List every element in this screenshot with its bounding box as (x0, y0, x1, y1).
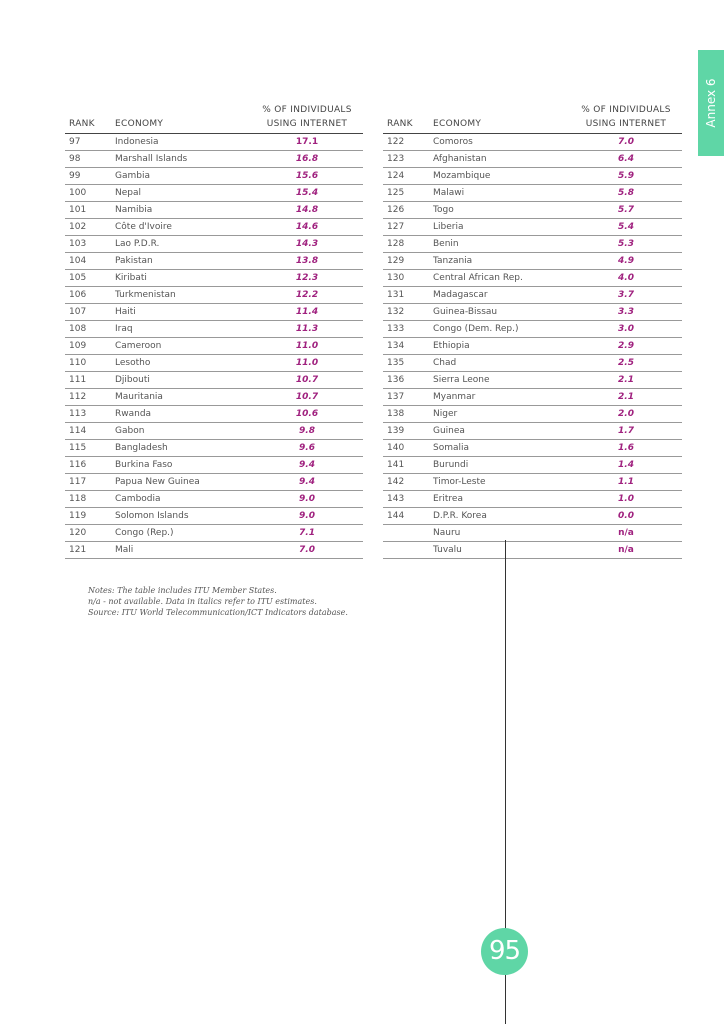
value-cell: 17.1 (295, 137, 319, 147)
table-row (383, 508, 682, 525)
table-row (65, 253, 363, 270)
economy-cell: Tanzania (433, 256, 473, 266)
rank-cell: 142 (387, 477, 405, 487)
economy-cell: Somalia (433, 443, 470, 453)
table-row (65, 236, 363, 253)
economy-cell: Mozambique (433, 171, 491, 181)
economy-cell: Indonesia (115, 137, 159, 147)
economy-cell: Chad (433, 358, 457, 368)
value-cell: 14.6 (295, 222, 319, 232)
table-row (383, 355, 682, 372)
value-cell: 4.9 (618, 256, 634, 266)
table-row (383, 491, 682, 508)
economy-cell: Papua New Guinea (115, 477, 200, 487)
value-cell: 1.1 (618, 477, 634, 487)
ranking-table-right (383, 104, 682, 559)
rank-cell: 107 (69, 307, 87, 317)
table-row (65, 202, 363, 219)
economy-cell: Kiribati (115, 273, 147, 283)
table-row (383, 372, 682, 389)
economy-cell: Afghanistan (433, 154, 487, 164)
value-cell: 1.7 (618, 426, 634, 436)
rank-cell: 108 (69, 324, 87, 334)
page-number-badge: 95 (481, 928, 528, 975)
economy-cell: Lao P.D.R. (115, 239, 160, 249)
rank-cell: 144 (387, 511, 405, 521)
value-cell: 5.9 (618, 171, 634, 181)
rank-cell: 118 (69, 494, 87, 504)
value-cell: 3.3 (618, 307, 634, 317)
economy-cell: Djibouti (115, 375, 150, 385)
note-line: Source: ITU World Telecommunication/ICT Indicators database. (88, 608, 348, 617)
economy-cell: Nauru (433, 528, 461, 538)
table-row (65, 185, 363, 202)
value-cell: 11.0 (295, 341, 319, 351)
value-cell: 2.1 (618, 392, 634, 402)
economy-cell: Gambia (115, 171, 150, 181)
economy-cell: Mali (115, 545, 134, 555)
value-cell: 14.8 (295, 205, 319, 215)
table-row (383, 287, 682, 304)
rank-cell: 140 (387, 443, 405, 453)
rank-cell: 120 (69, 528, 87, 538)
rank-cell: 109 (69, 341, 87, 351)
value-cell: 5.8 (618, 188, 634, 198)
economy-cell: Gabon (115, 426, 145, 436)
value-cell: 10.6 (295, 409, 319, 419)
table-row (383, 134, 682, 151)
table-row (383, 236, 682, 253)
value-cell: 2.1 (618, 375, 634, 385)
table-row (65, 372, 363, 389)
rank-cell: 128 (387, 239, 405, 249)
table-row (383, 202, 682, 219)
rank-cell: 125 (387, 188, 405, 198)
table-row (65, 406, 363, 423)
economy-cell: Solomon Islands (115, 511, 189, 521)
value-cell: 11.4 (295, 307, 319, 317)
table-row (383, 185, 682, 202)
value-cell: 14.3 (295, 239, 319, 249)
economy-cell: Tuvalu (433, 545, 462, 555)
rank-cell: 97 (69, 137, 81, 147)
value-cell: n/a (618, 528, 634, 538)
table-row (65, 304, 363, 321)
rank-cell: 98 (69, 154, 81, 164)
table-body (65, 134, 363, 559)
rank-cell: 116 (69, 460, 87, 470)
table-row (65, 440, 363, 457)
table-row (65, 287, 363, 304)
table-row (65, 338, 363, 355)
table-row (383, 321, 682, 338)
value-cell: 7.0 (299, 545, 315, 555)
table-row (383, 168, 682, 185)
header-percent (576, 103, 676, 131)
value-cell: 5.7 (618, 205, 634, 215)
table-row (383, 423, 682, 440)
table-row (383, 440, 682, 457)
rank-cell: 124 (387, 171, 405, 181)
economy-cell: Togo (433, 205, 454, 215)
economy-cell: Cambodia (115, 494, 161, 504)
economy-cell: Central African Rep. (433, 273, 523, 283)
economy-cell: Guinea (433, 426, 465, 436)
value-cell: 10.7 (295, 375, 319, 385)
rank-cell: 123 (387, 154, 405, 164)
table-row (65, 542, 363, 559)
table-row (383, 474, 682, 491)
economy-cell: Guinea-Bissau (433, 307, 498, 317)
economy-cell: Haiti (115, 307, 136, 317)
economy-cell: Lesotho (115, 358, 151, 368)
economy-cell: Timor-Leste (433, 477, 486, 487)
economy-cell: Cameroon (115, 341, 162, 351)
economy-cell: Eritrea (433, 494, 463, 504)
table-row (65, 474, 363, 491)
value-cell: 12.2 (295, 290, 319, 300)
table-row (65, 525, 363, 542)
table-row (65, 457, 363, 474)
value-cell: 2.0 (618, 409, 634, 419)
rank-cell: 133 (387, 324, 405, 334)
value-cell: 1.0 (618, 494, 634, 504)
economy-cell: Iraq (115, 324, 133, 334)
header-percent-line2: USING INTERNET (585, 119, 667, 129)
table-row (65, 321, 363, 338)
header-rank: RANK (69, 119, 95, 129)
rank-cell: 130 (387, 273, 405, 283)
rank-cell: 137 (387, 392, 405, 402)
rank-cell: 135 (387, 358, 405, 368)
value-cell: 6.4 (618, 154, 634, 164)
value-cell: 9.8 (299, 426, 315, 436)
table-header (383, 104, 682, 134)
header-economy: ECONOMY (433, 119, 482, 129)
rank-cell: 110 (69, 358, 87, 368)
table-row (383, 457, 682, 474)
table-row (383, 219, 682, 236)
header-percent (257, 103, 357, 131)
economy-cell: Liberia (433, 222, 464, 232)
rank-cell: 115 (69, 443, 87, 453)
economy-cell: Congo (Dem. Rep.) (433, 324, 519, 334)
value-cell: 10.7 (295, 392, 319, 402)
economy-cell: Malawi (433, 188, 465, 198)
header-economy: ECONOMY (115, 119, 164, 129)
economy-cell: Madagascar (433, 290, 488, 300)
value-cell: 2.5 (618, 358, 634, 368)
economy-cell: Myanmar (433, 392, 476, 402)
economy-cell: Benin (433, 239, 459, 249)
value-cell: 9.0 (299, 511, 315, 521)
rank-cell: 143 (387, 494, 405, 504)
value-cell: 5.3 (618, 239, 634, 249)
table-row (383, 151, 682, 168)
value-cell: 1.6 (618, 443, 634, 453)
rank-cell: 114 (69, 426, 87, 436)
economy-cell: Rwanda (115, 409, 152, 419)
value-cell: 9.4 (299, 477, 315, 487)
rank-cell: 136 (387, 375, 405, 385)
value-cell: 15.6 (295, 171, 319, 181)
rank-cell: 106 (69, 290, 87, 300)
rank-cell: 122 (387, 137, 405, 147)
economy-cell: Namibia (115, 205, 153, 215)
rank-cell: 102 (69, 222, 87, 232)
header-rank: RANK (387, 119, 413, 129)
economy-cell: Sierra Leone (433, 375, 490, 385)
table-row (383, 338, 682, 355)
value-cell: 11.3 (295, 324, 319, 334)
economy-cell: Niger (433, 409, 458, 419)
value-cell: 3.7 (618, 290, 634, 300)
table-row (65, 270, 363, 287)
value-cell: 2.9 (618, 341, 634, 351)
value-cell: 9.6 (299, 443, 315, 453)
table-row (383, 389, 682, 406)
table-header (65, 104, 363, 134)
table-row (65, 389, 363, 406)
ranking-table-left (65, 104, 363, 559)
note-line: Notes: The table includes ITU Member States. (88, 586, 277, 595)
value-cell: 13.8 (295, 256, 319, 266)
economy-cell: Turkmenistan (115, 290, 176, 300)
rank-cell: 103 (69, 239, 87, 249)
value-cell: 5.4 (618, 222, 634, 232)
header-percent-line1: % OF INDIVIDUALS (581, 105, 671, 115)
rank-cell: 134 (387, 341, 405, 351)
rank-cell: 112 (69, 392, 87, 402)
value-cell: 16.8 (295, 154, 319, 164)
economy-cell: Burundi (433, 460, 469, 470)
rank-cell: 100 (69, 188, 87, 198)
rank-cell: 105 (69, 273, 87, 283)
economy-cell: Bangladesh (115, 443, 168, 453)
rank-cell: 121 (69, 545, 87, 555)
table-body (383, 134, 682, 559)
rank-cell: 141 (387, 460, 405, 470)
rank-cell: 101 (69, 205, 87, 215)
rank-cell: 139 (387, 426, 405, 436)
value-cell: 0.0 (618, 511, 634, 521)
table-row (383, 525, 682, 542)
rank-cell: 126 (387, 205, 405, 215)
table-row (65, 423, 363, 440)
economy-cell: Marshall Islands (115, 154, 188, 164)
economy-cell: D.P.R. Korea (433, 511, 487, 521)
value-cell: 11.0 (295, 358, 319, 368)
header-percent-line1: % OF INDIVIDUALS (262, 105, 352, 115)
value-cell: n/a (618, 545, 634, 555)
rank-cell: 127 (387, 222, 405, 232)
value-cell: 7.0 (618, 137, 634, 147)
table-row (65, 168, 363, 185)
value-cell: 12.3 (295, 273, 319, 283)
economy-cell: Pakistan (115, 256, 153, 266)
table-row (383, 304, 682, 321)
economy-cell: Côte d'Ivoire (115, 222, 172, 232)
header-percent-line2: USING INTERNET (266, 119, 348, 129)
value-cell: 3.0 (618, 324, 634, 334)
annex-tab-label: Annex 6 (704, 78, 718, 128)
rank-cell: 119 (69, 511, 87, 521)
rank-cell: 131 (387, 290, 405, 300)
value-cell: 4.0 (618, 273, 634, 283)
table-row (383, 253, 682, 270)
rank-cell: 113 (69, 409, 87, 419)
economy-cell: Burkina Faso (115, 460, 173, 470)
note-line: n/a - not available. Data in italics refer to ITU estimates. (88, 597, 317, 606)
table-row (65, 219, 363, 236)
rank-cell: 104 (69, 256, 87, 266)
table-notes (88, 585, 348, 618)
rank-cell: 117 (69, 477, 87, 487)
table-row (65, 491, 363, 508)
value-cell: 15.4 (295, 188, 319, 198)
value-cell: 9.4 (299, 460, 315, 470)
economy-cell: Nepal (115, 188, 141, 198)
rank-cell: 138 (387, 409, 405, 419)
economy-cell: Mauritania (115, 392, 163, 402)
table-row (65, 151, 363, 168)
rank-cell: 129 (387, 256, 405, 266)
table-row (65, 134, 363, 151)
rank-cell: 111 (69, 375, 87, 385)
table-row (383, 270, 682, 287)
table-row (65, 355, 363, 372)
table-row (383, 406, 682, 423)
rank-cell: 132 (387, 307, 405, 317)
value-cell: 1.4 (618, 460, 634, 470)
value-cell: 7.1 (299, 528, 315, 538)
table-row (383, 542, 682, 559)
value-cell: 9.0 (299, 494, 315, 504)
table-row (65, 508, 363, 525)
rank-cell: 99 (69, 171, 81, 181)
economy-cell: Congo (Rep.) (115, 528, 174, 538)
economy-cell: Ethiopia (433, 341, 470, 351)
annex-tab (698, 50, 724, 156)
economy-cell: Comoros (433, 137, 473, 147)
